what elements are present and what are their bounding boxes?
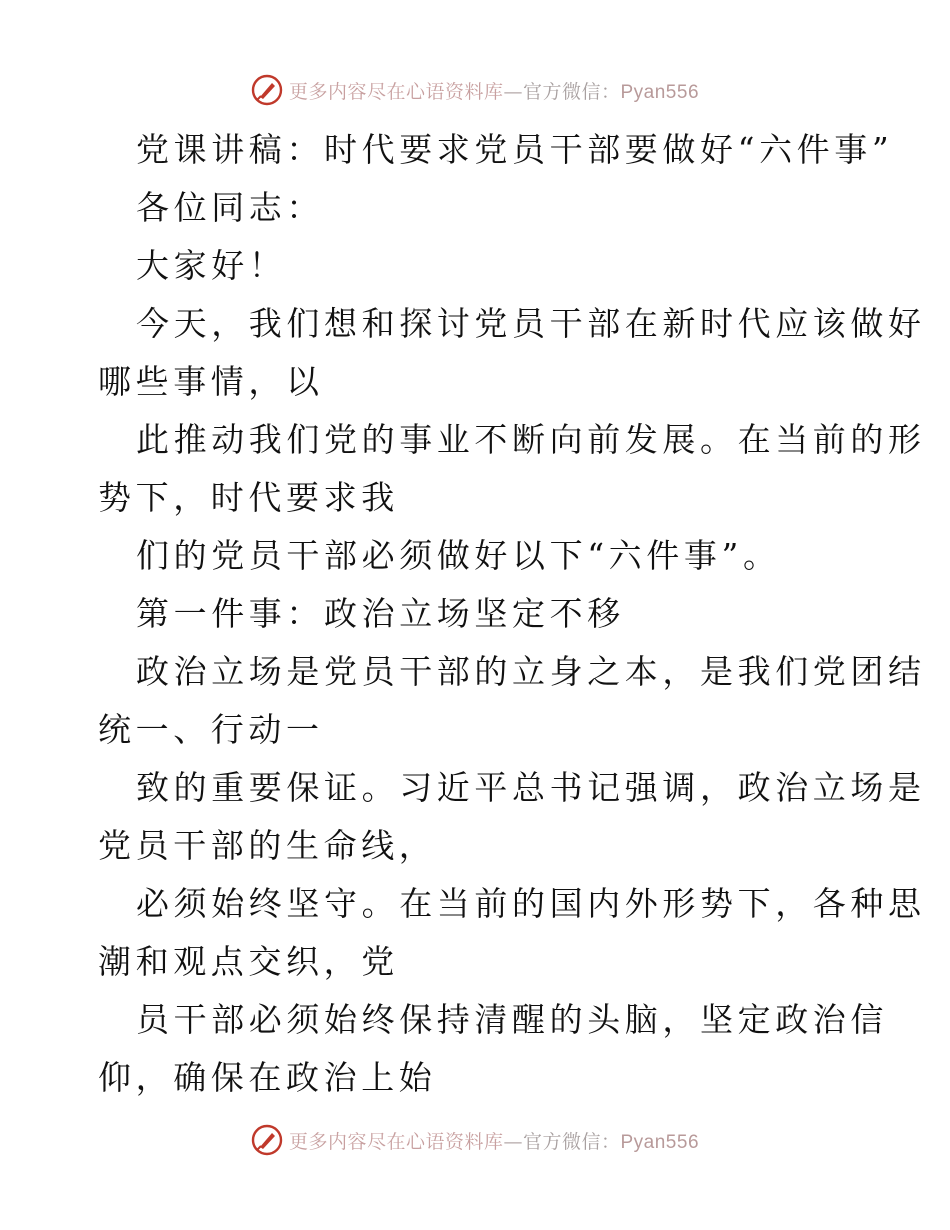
paragraph-line: 统一、行动一: [98, 710, 324, 749]
paragraph-line: 员干部必须始终保持清醒的头脑，坚定政治信: [136, 1000, 888, 1039]
paragraph-line: 今天，我们想和探讨党员干部在新时代应该做好: [136, 304, 926, 343]
header-separator: —: [503, 80, 523, 103]
footer-banner: [0, 1120, 950, 1160]
salutation: 各位同志：: [136, 188, 324, 227]
section-heading: 第一件事：政治立场坚定不移: [136, 594, 625, 633]
paragraph-line: 势下，时代要求我: [98, 478, 399, 517]
paragraph-line: 致的重要保证。习近平总书记强调，政治立场是: [136, 768, 926, 807]
paragraph-line: 政治立场是党员干部的立身之本，是我们党团结: [136, 652, 926, 691]
paragraph-line: 党员干部的生命线，: [98, 826, 437, 865]
footer-wechat-id: Pyan556: [620, 1131, 700, 1153]
paragraph-line: 必须始终坚守。在当前的国内外形势下，各种思: [136, 884, 926, 923]
paragraph-line: 们的党员干部必须做好以下“六件事”。: [136, 536, 781, 575]
footer-site-name: 更多内容尽在心语资料库: [288, 1130, 504, 1153]
quill-pen-logo-icon: [251, 74, 283, 106]
footer-banner-text: [289, 1127, 699, 1154]
document-title: 党课讲稿：时代要求党员干部要做好“六件事”: [136, 130, 894, 169]
header-wechat-id: Pyan556: [620, 81, 700, 103]
header-site-name: 更多内容尽在心语资料库: [288, 80, 504, 103]
paragraph-line: 此推动我们党的事业不断向前发展。在当前的形: [136, 420, 926, 459]
paragraph-line: 仰，确保在政治上始: [98, 1058, 437, 1097]
paragraph-line: 潮和观点交织，党: [98, 942, 399, 981]
paragraph-line: 哪些事情，以: [98, 362, 324, 401]
header-banner: [0, 70, 950, 110]
header-banner-text: [289, 77, 699, 104]
footer-separator: —: [503, 1130, 523, 1153]
quill-pen-logo-icon: [251, 1124, 283, 1156]
greeting: 大家好！: [136, 246, 287, 285]
footer-wechat-label: 官方微信：: [522, 1130, 621, 1153]
header-wechat-label: 官方微信：: [522, 80, 621, 103]
